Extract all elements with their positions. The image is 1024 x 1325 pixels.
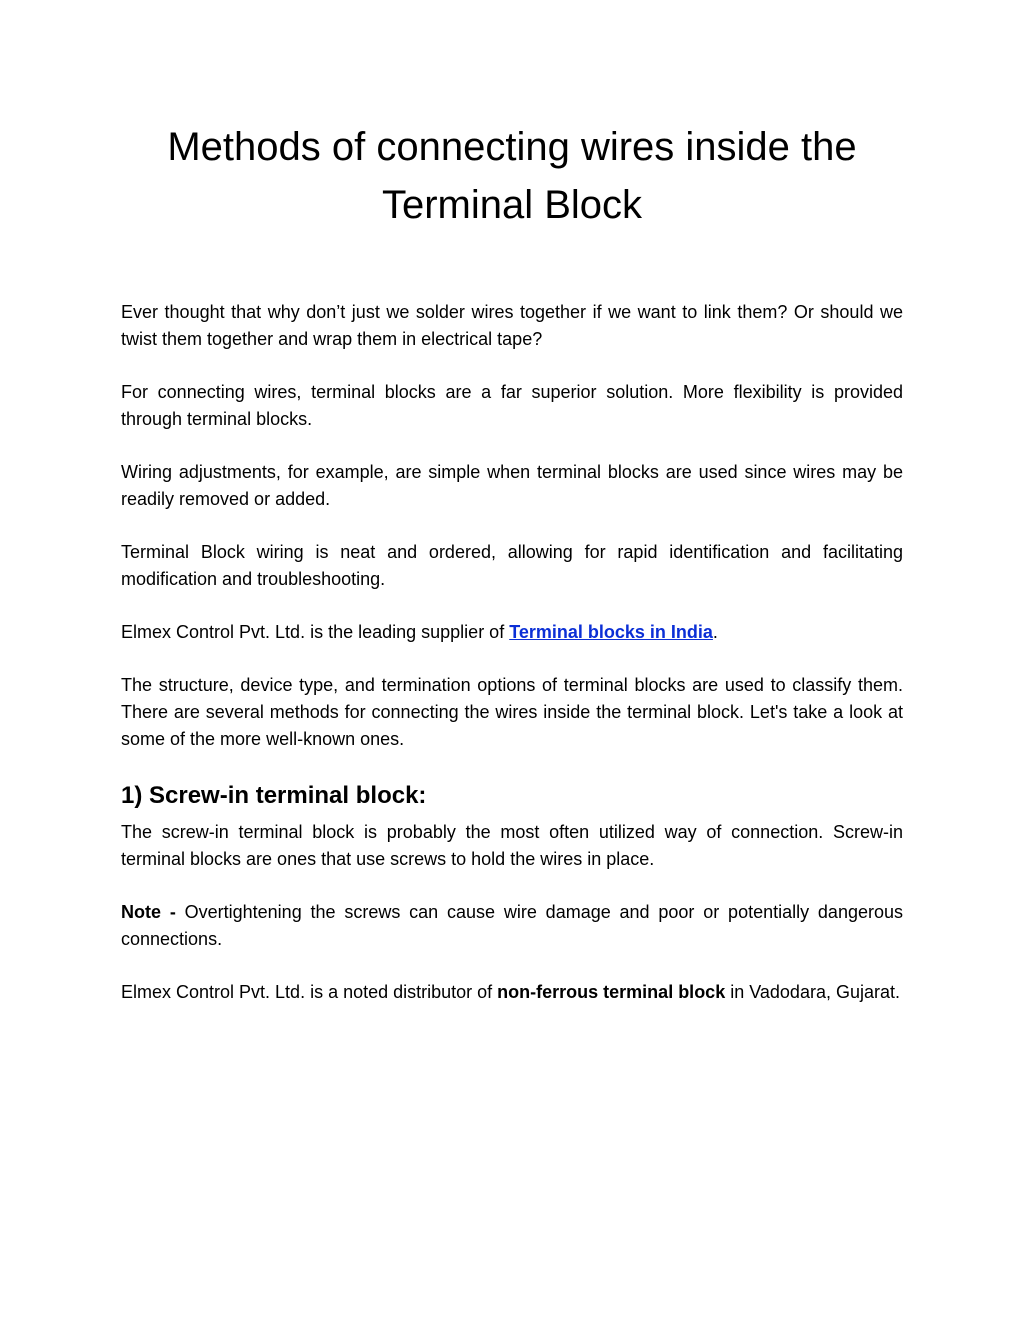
paragraph-supplier [121, 619, 903, 646]
title-line-2: Terminal Block [381, 183, 643, 227]
distributor-text: Elmex Control Pvt. Ltd. is a noted distributor of [121, 982, 498, 1002]
supplier-text: Elmex Control Pvt. Ltd. is the leading supplier of [121, 622, 510, 642]
note-text: Overtightening the screws can cause wire damage and poor or potentially dangerous connections. [121, 902, 903, 949]
supplier-text-end: . [712, 622, 718, 642]
page-title [121, 118, 903, 234]
terminal-blocks-india-link[interactable]: Terminal blocks in India [509, 622, 713, 642]
paragraph-wiring-adjustments: Wiring adjustments, for example, are simple when terminal blocks are used since wires may be readily removed or added. [121, 462, 903, 509]
paragraph-note [121, 899, 903, 953]
section-heading-screw-in: 1) Screw-in terminal block: [121, 782, 427, 809]
title-line-1: Methods of connecting wires inside the [167, 125, 857, 169]
distributor-text-end: in Vadodara, Gujarat. [725, 982, 900, 1002]
document-body [121, 299, 903, 1006]
paragraph-classification: The structure, device type, and termination options of terminal blocks are used to classify them. There are several methods for connecting the wires inside the terminal block. Let's take a look at some of the more well-known ones. [121, 675, 903, 749]
note-label: Note - [121, 902, 176, 922]
paragraph-superior-solution: For connecting wires, terminal blocks are a far superior solution. More flexibility is provided through terminal blocks. [121, 382, 903, 429]
document-page [121, 118, 903, 1032]
paragraph-screw-in: The screw-in terminal block is probably the most often utilized way of connection. Screw-in terminal blocks are ones that use screws to hold the wires in place. [121, 822, 903, 869]
non-ferrous-bold: non-ferrous terminal block [497, 982, 726, 1002]
paragraph-neat-wiring: Terminal Block wiring is neat and ordered, allowing for rapid identification and facilitating modification and troubleshooting. [121, 542, 903, 589]
paragraph-distributor [121, 979, 903, 1006]
paragraph-intro: Ever thought that why don’t just we solder wires together if we want to link them? Or should we twist them together and wrap them in electrical tape? [121, 302, 903, 349]
